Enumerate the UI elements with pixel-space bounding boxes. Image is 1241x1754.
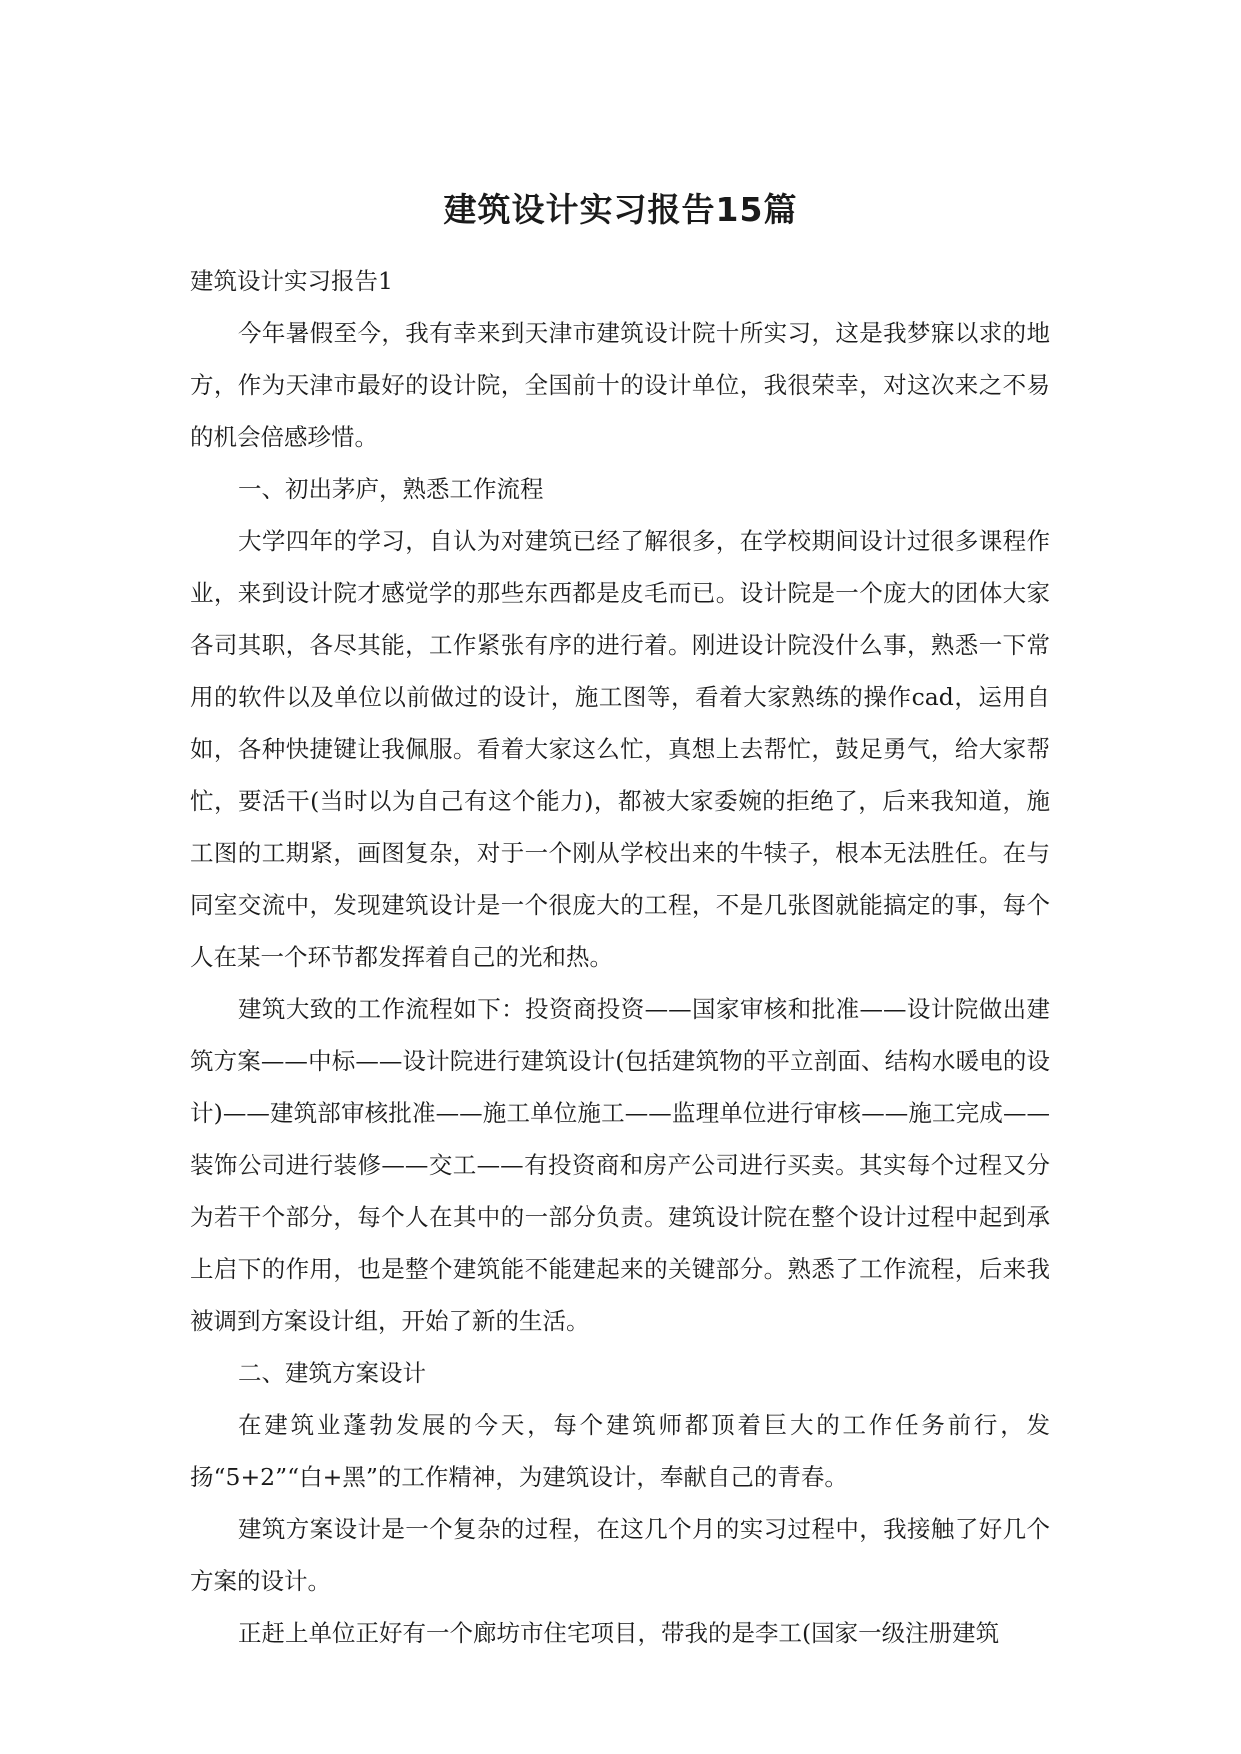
document-title: 建筑设计实习报告15篇 — [443, 190, 798, 229]
section-heading-2: 二、建筑方案设计 — [238, 1359, 426, 1387]
document-body — [190, 255, 1050, 1659]
paragraph-scheme-design: 建筑方案设计是一个复杂的过程，在这几个月的实习过程中，我接触了好几个方案的设计。 — [190, 1515, 1050, 1595]
paragraph-intro: 今年暑假至今，我有幸来到天津市建筑设计院十所实习，这是我梦寐以求的地方，作为天津市最好的设计院，全国前十的设计单位，我很荣幸，对这次来之不易的机会倍感珍惜。 — [190, 319, 1050, 451]
paragraph-project: 正赶上单位正好有一个廊坊市住宅项目，带我的是李工(国家一级注册建筑 — [238, 1619, 1000, 1647]
paragraph-workflow: 建筑大致的工作流程如下：投资商投资——国家审核和批准——设计院做出建筑方案——中标——设计院进行建筑设计(包括建筑物的平立剖面、结构水暖电的设计)——建筑部审核批准——施工单位施工——监理单位进行审核——施工完成——装饰公司进行装修——交工——有投资商和房产公司进行买卖。其实每个过程又分为若干个部分，每个人在其中的一部分负责。建筑设计院在整个设计过程中起到承上启下的作用，也是整个建筑能不能建起来的关键部分。熟悉了工作流程，后来我被调到方案设计组，开始了新的生活。 — [190, 995, 1050, 1335]
paragraph-learning: 大学四年的学习，自认为对建筑已经了解很多，在学校期间设计过很多课程作业，来到设计院才感觉学的那些东西都是皮毛而已。设计院是一个庞大的团体大家各司其职，各尽其能，工作紧张有序的进行着。刚进设计院没什么事，熟悉一下常用的软件以及单位以前做过的设计，施工图等，看着大家熟练的操作cad，运用自如，各种快捷键让我佩服。看着大家这么忙，真想上去帮忙，鼓足勇气，给大家帮忙，要活干(当时以为自己有这个能力)，都被大家委婉的拒绝了，后来我知道，施工图的工期紧，画图复杂，对于一个刚从学校出来的牛犊子，根本无法胜任。在与同室交流中，发现建筑设计是一个很庞大的工程，不是几张图就能搞定的事，每个人在某一个环节都发挥着自己的光和热。 — [190, 527, 1050, 971]
report-subtitle: 建筑设计实习报告1 — [190, 267, 393, 295]
paragraph-spirit: 在建筑业蓬勃发展的今天，每个建筑师都顶着巨大的工作任务前行，发扬“5+2”“白+黑”的工作精神，为建筑设计，奉献自己的青春。 — [190, 1411, 1050, 1491]
section-heading-1: 一、初出茅庐，熟悉工作流程 — [238, 475, 544, 503]
